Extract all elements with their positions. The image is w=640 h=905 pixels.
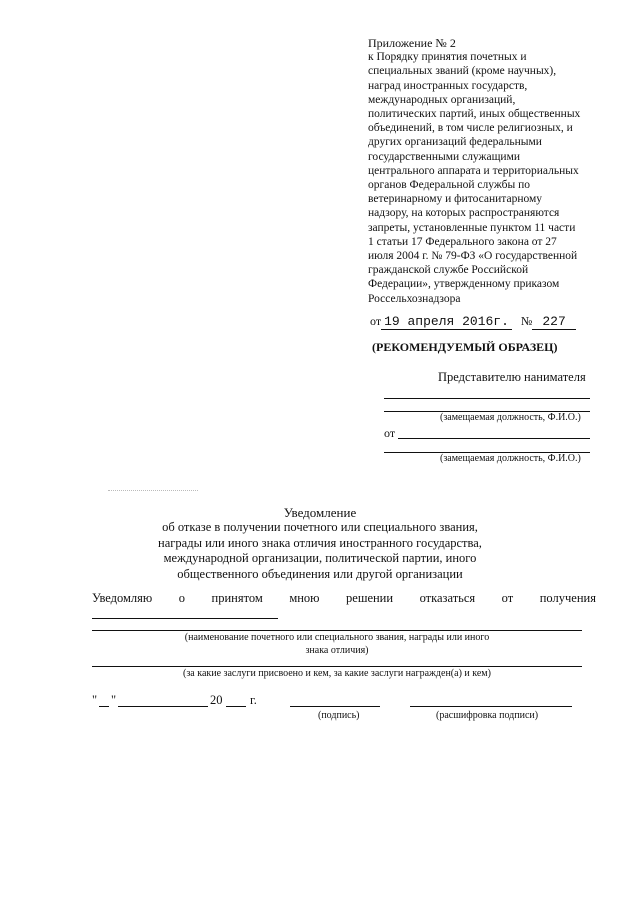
appendix-line: международных организаций, [368, 93, 516, 106]
appendix-line: запреты, установленные пунктом 11 части [368, 221, 576, 234]
appendix-block [368, 36, 618, 306]
date-open-quote: " [92, 693, 98, 707]
body-word: о [178, 591, 186, 605]
addressee-caption-1: (замещаемая должность, Ф.И.О.) [440, 412, 581, 423]
appendix-line: Федерации», утвержденному приказом [368, 278, 560, 291]
signature-line [290, 706, 380, 707]
body-word: принятом [211, 591, 263, 605]
body-line-1 [92, 618, 278, 619]
appendix-line: наград иностранных государств, [368, 79, 528, 92]
addressee-from: от [384, 426, 396, 440]
appendix-line: гражданской службе Российской [368, 264, 529, 277]
notice-subtitle-line: международной организации, политической партии, иного [163, 551, 477, 566]
addressee-from-line [398, 438, 590, 439]
body-text-line [92, 591, 596, 606]
body-word: решении [346, 591, 394, 605]
appendix-line: июля 2004 г. № 79-ФЗ «О государственной [368, 250, 578, 263]
addressee-to: Представителю нанимателя [438, 370, 586, 384]
scan-artifact [108, 490, 198, 493]
appendix-line: политических партий, иных общественных [368, 108, 581, 121]
appendix-line: надзору, на которых распространяются [368, 207, 560, 220]
order-number: 227 [532, 315, 575, 330]
body-caption-1: (наименование почетного или специального звания, награды или иного [184, 632, 490, 643]
date-year-suffix: г. [250, 693, 257, 707]
notice-subtitle [120, 520, 520, 582]
body-caption-1b: знака отличия) [305, 645, 369, 656]
appendix-line: 1 статьи 17 Федерального закона от 27 [368, 235, 557, 248]
date-year-line [226, 706, 246, 707]
addressee-caption-2: (замещаемая должность, Ф.И.О.) [440, 453, 581, 464]
order-number-sign: № [520, 314, 533, 328]
date-month-line [118, 706, 208, 707]
notice-subtitle-line: об отказе в получении почетного или специального звания, [162, 520, 478, 535]
appendix-line: Россельхознадзора [368, 292, 461, 305]
appendix-text [368, 50, 618, 306]
signature-caption: (подпись) [318, 710, 360, 721]
order-date: 19 апреля 2016г. [381, 315, 512, 330]
date-day-line [99, 706, 109, 707]
appendix-line: к Порядку принятия почетных и [368, 51, 527, 64]
body-line-3 [92, 666, 582, 667]
notice-subtitle-line: общественного объединения или другой организации [177, 566, 463, 581]
body-word: получения [539, 591, 596, 605]
appendix-line: других организаций федеральными [368, 136, 542, 149]
order-reference [370, 314, 576, 330]
signature-decode-line [410, 706, 572, 707]
appendix-line: государственными служащими [368, 150, 521, 163]
appendix-line: специальных званий (кроме научных), [368, 65, 557, 78]
addressee-line-1 [384, 398, 590, 399]
appendix-line: органов Федеральной службы по [368, 179, 530, 192]
notice-subtitle-line: награды или иного знака отличия иностранного государства, [158, 535, 482, 550]
date-year-prefix: 20 [210, 693, 223, 707]
signature-decode-caption: (расшифровка подписи) [436, 710, 539, 721]
notice-heading [120, 505, 520, 582]
body-caption-2: (за какие заслуги присвоено и кем, за какие заслуги награжден(а) и кем) [183, 668, 491, 679]
date-close-quote: " [111, 693, 117, 707]
appendix-line: объединений, в том числе религиозных, и [368, 122, 573, 135]
notice-title: Уведомление [283, 505, 357, 520]
body-word: Уведомляю [92, 591, 153, 605]
order-prefix: от [370, 314, 382, 328]
appendix-line: ветеринарному и фитосанитарному [368, 193, 543, 206]
body-word: отказаться [419, 591, 476, 605]
appendix-line: центрального аппарата и территориальных [368, 164, 579, 177]
body-line-2 [92, 630, 582, 631]
sample-label: (РЕКОМЕНДУЕМЫЙ ОБРАЗЕЦ) [372, 340, 558, 354]
body-word: от [501, 591, 514, 605]
body-word: мною [289, 591, 320, 605]
appendix-title: Приложение № 2 [368, 36, 456, 50]
